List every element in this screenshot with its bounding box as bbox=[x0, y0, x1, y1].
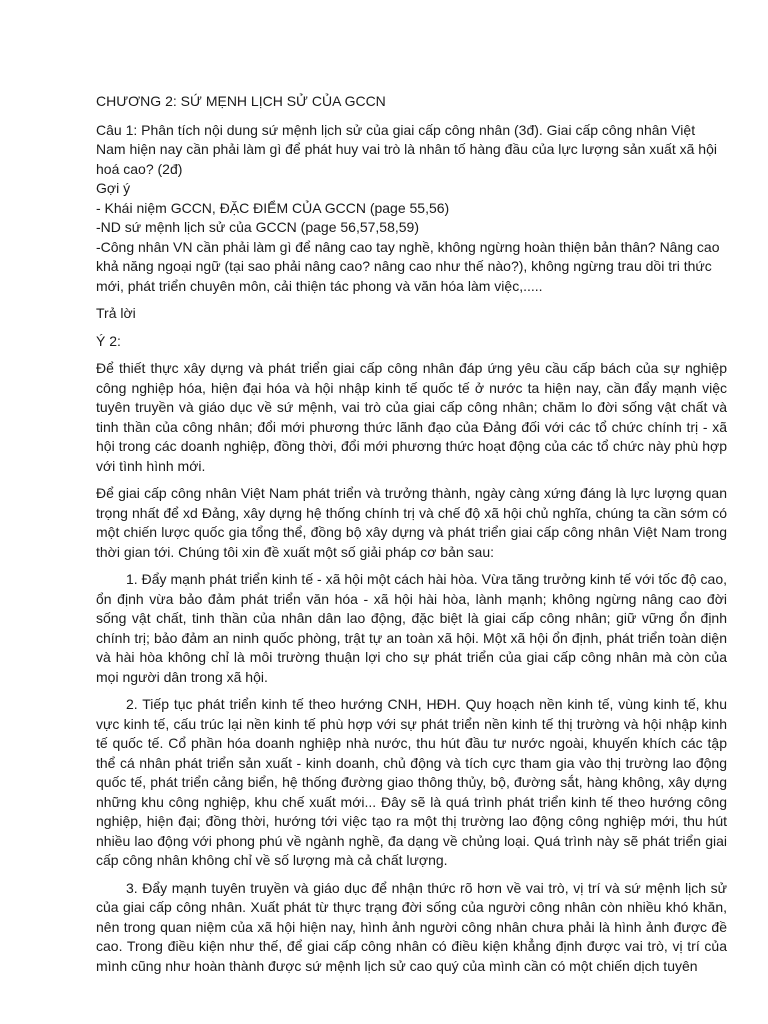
point-label: Ý 2: bbox=[96, 332, 121, 349]
answer-label: Trả lời bbox=[96, 305, 136, 321]
question-text: Câu 1: Phân tích nội dung sứ mệnh lịch sử của giai cấp công nhân (3đ). Giai cấp công nhân Việt Nam hiện nay cần phải làm gì để phát huy vai trò là nhân tố hàng đầu của lực lượng sản xuất xã hội hoá cao? (2đ) bbox=[96, 121, 717, 177]
hint-item: -ND sứ mệnh lịch sử của GCCN (page 56,57,58,59) bbox=[96, 219, 419, 235]
body-paragraph: Để giai cấp công nhân Việt Nam phát triển và trưởng thành, ngày càng xứng đáng là lực lượng quan trọng nhất để xd Đảng, xây dựng hệ thống chính trị và chế độ xã hội chủ nghĩa, chúng ta cần sớm có một chiến lược quốc gia tổng thể, đồng bộ xây dựng và phát triển giai cấp công nhân Việt Nam trong thời gian tới. Chúng tôi xin đề xuất một số giải pháp cơ bản sau: bbox=[96, 485, 727, 560]
hint-item: -Công nhân VN cần phải làm gì để nâng cao tay nghề, không ngừng hoàn thiện bản thân? Nâng cao khả năng ngoại ngữ (tại sao phải nâng cao? nâng cao như thế nào?), không ngừng trau dồi tri thức mới, phát triển chuyên môn, cải thiện tác phong và văn hóa làm việc,..... bbox=[96, 238, 720, 294]
body-paragraph: Để thiết thực xây dựng và phát triển giai cấp công nhân đáp ứng yêu cầu cấp bách của sự nghiệp công nghiệp hóa, hiện đại hóa và hội nhập kinh tế quốc tế ở nước ta hiện nay, cần đẩy mạnh việc tuyên truyền và giáo dục về sứ mệnh, vai trò của giai cấp công nhân; chăm lo đời sống vật chất và tinh thần của công nhân; đổi mới phương thức lãnh đạo của Đảng đối với các tổ chức chính trị - xã hội trong các doanh nghiệp, đồng thời, đổi mới phương thức hoạt động của các tổ chức này phù hợp với tình hình mới. bbox=[96, 360, 727, 474]
document-page bbox=[96, 92, 727, 984]
solution-item: 3. Đẩy mạnh tuyên truyền và giáo dục để nhận thức rõ hơn về vai trò, vị trí và sứ mệnh lịch sử của giai cấp công nhân. Xuất phát từ thực trạng đời sống của người công nhân còn nhiều khó khăn, nên trong quan niệm của xã hội hiện nay, hình ảnh người công nhân chưa phải là hình ảnh được đề cao. Trong điều kiện như thế, để giai cấp công nhân có điều kiện khẳng định được vai trò, vị trí của mình cũng như hoàn thành được sứ mệnh lịch sử cao quý của mình cần có một chiến dịch tuyên bbox=[96, 879, 727, 974]
solution-item: 2. Tiếp tục phát triển kinh tế theo hướng CNH, HĐH. Quy hoạch nền kinh tế, vùng kinh tế, khu vực kinh tế, cấu trúc lại nền kinh tế phù hợp với sự phát triển nền kinh tế thị trường và hội nhập kinh tế quốc tế. Cổ phần hóa doanh nghiệp nhà nước, thu hút đầu tư nước ngoài, khuyến khích các tập thể cá nhân phát triển sản xuất - kinh doanh, chủ động và tích cực tham gia vào thị trường lao động quốc tế, phát triển cảng biển, hệ thống đường giao thông thủy, bộ, đường sắt, hàng không, xây dựng những khu công nghiệp, khu chế xuất mới... Đây sẽ là quá trình phát triển kinh tế theo hướng công nghiệp, hiện đại; đồng thời, hướng tới việc tạo ra một thị trường lao động công nghiệp mới, thu hút nhiều lao động với phong phú về ngành nghề, đa dạng về chủng loại. Quá trình này sẽ phát triển giai cấp công nhân không chỉ về số lượng mà cả chất lượng. bbox=[96, 696, 727, 868]
chapter-title: CHƯƠNG 2: SỨ MẸNH LỊCH SỬ CỦA GCCN bbox=[96, 93, 386, 109]
hint-item: - Khái niệm GCCN, ĐẶC ĐIỂM CỦA GCCN (page 55,56) bbox=[96, 199, 450, 216]
hint-label: Gợi ý bbox=[96, 180, 131, 196]
solution-item: 1. Đẩy mạnh phát triển kinh tế - xã hội một cách hài hòa. Vừa tăng trưởng kinh tế với tốc độ cao, ổn định vừa bảo đảm phát triển văn hóa - xã hội hài hòa, lành mạnh; không ngừng nâng cao đời sống vật chất, tinh thần của nhân dân lao động, đặc biệt là giai cấp công nhân; giữ vững ổn định chính trị; bảo đảm an ninh quốc phòng, trật tự an toàn xã hội. Một xã hội ổn định, phát triển toàn diện và hài hòa không chỉ là môi trường thuận lợi cho sự phát triển của giai cấp công nhân mà còn của mọi người dân trong xã hội. bbox=[96, 571, 727, 685]
